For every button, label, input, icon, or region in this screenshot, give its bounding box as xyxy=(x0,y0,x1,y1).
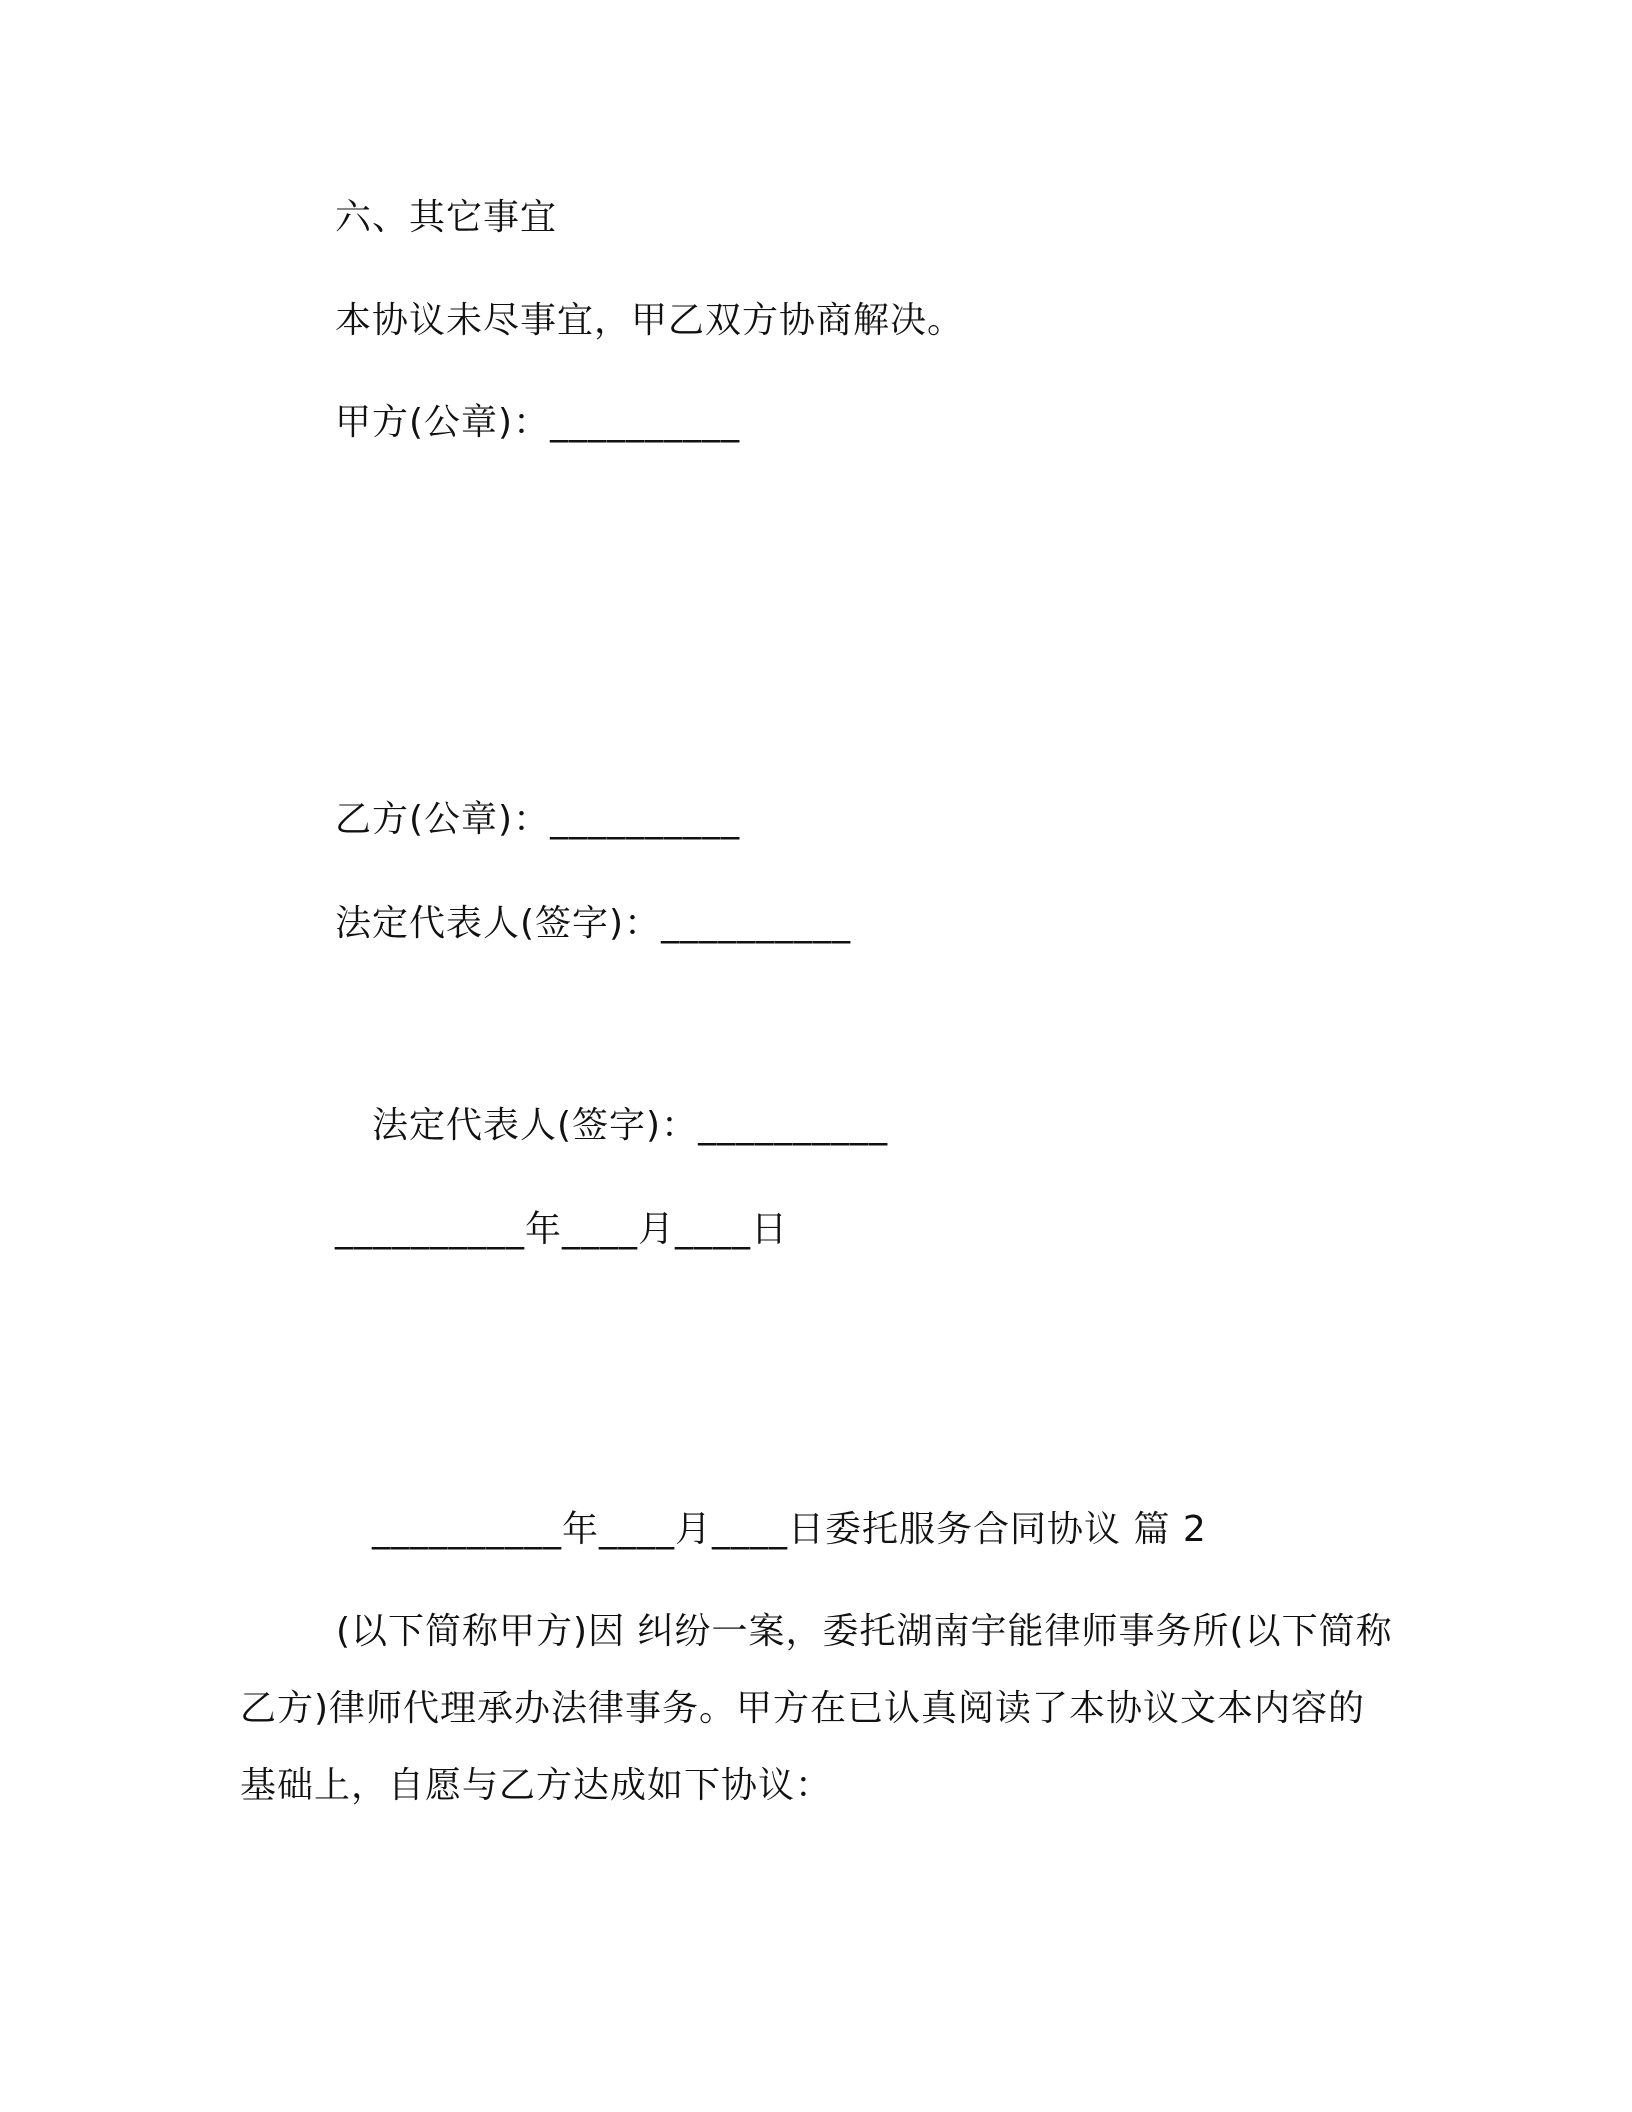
clause-text: 本协议未尽事宜，甲乙双方协商解决。 xyxy=(335,300,965,341)
party-a-seal-line: 甲方(公章)：__________ xyxy=(335,402,741,443)
next-agreement-title: __________年____月____日委托服务合同协议 篇 2 xyxy=(372,1509,1207,1550)
legal-representative-signature-line-2: 法定代表人(签字)：__________ xyxy=(372,1105,889,1146)
party-b-seal-line: 乙方(公章)：__________ xyxy=(335,799,741,840)
date-line: __________年____月____日 xyxy=(335,1209,788,1250)
legal-representative-signature-line: 法定代表人(签字)：__________ xyxy=(335,903,852,944)
section-heading: 六、其它事宜 xyxy=(335,197,558,238)
intro-paragraph: (以下简称甲方)因 纠纷一案，委托湖南宇能律师事务所(以下简称乙方)律师代理承办法律事务。甲方在已认真阅读了本协议文本内容的基础上，自愿与乙方达成如下协议： xyxy=(240,1611,1393,1806)
